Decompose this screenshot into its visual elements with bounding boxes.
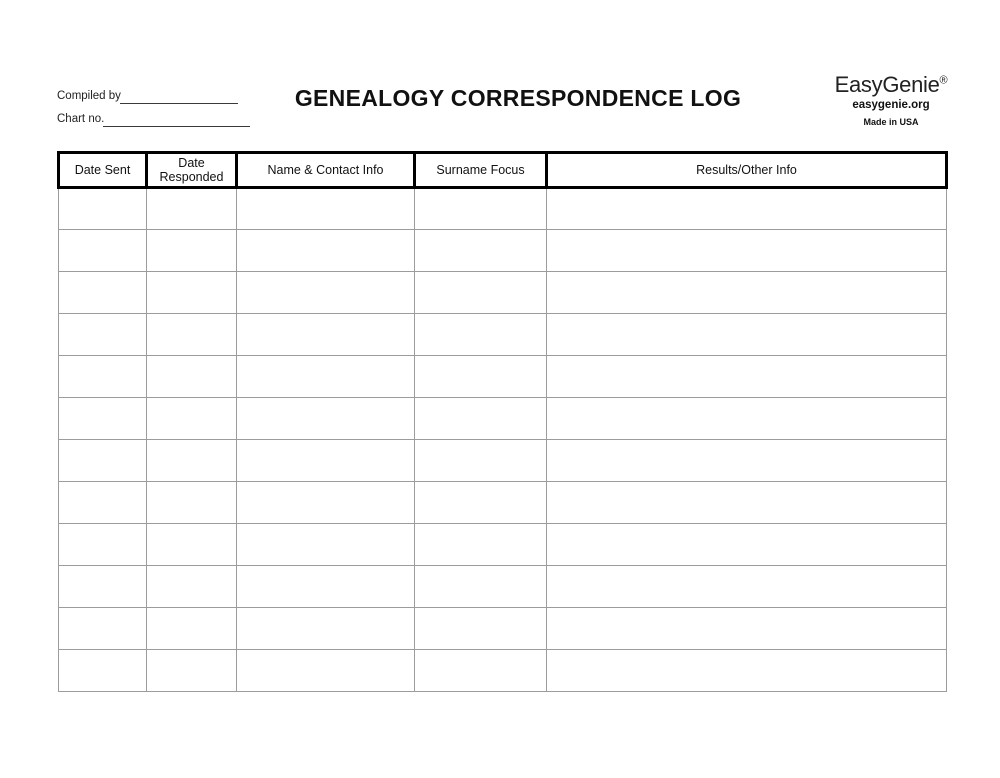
table-cell <box>237 524 415 566</box>
brand-website: easygenie.org <box>852 99 930 111</box>
table-cell <box>415 188 547 230</box>
column-header-surname-focus: Surname Focus <box>415 153 547 188</box>
correspondence-log-table <box>57 151 948 692</box>
table-cell <box>415 230 547 272</box>
table-cell <box>547 566 947 608</box>
table-cell <box>415 566 547 608</box>
log-table-body <box>59 188 947 692</box>
table-cell <box>415 524 547 566</box>
table-row <box>59 608 947 650</box>
table-cell <box>547 650 947 692</box>
table-cell <box>415 272 547 314</box>
log-table-header <box>59 153 947 188</box>
table-cell <box>237 650 415 692</box>
table-cell <box>59 524 147 566</box>
table-cell <box>547 314 947 356</box>
column-header-date-sent: Date Sent <box>59 153 147 188</box>
brand-name: EasyGenie® <box>834 72 948 97</box>
table-row <box>59 524 947 566</box>
registered-trademark-symbol: ® <box>939 74 948 87</box>
table-row <box>59 650 947 692</box>
chart-no-line <box>103 114 250 127</box>
table-cell <box>237 188 415 230</box>
compiled-by-line <box>120 91 238 104</box>
table-cell <box>237 566 415 608</box>
table-cell <box>59 440 147 482</box>
table-cell <box>59 230 147 272</box>
page-title: GENEALOGY CORRESPONDENCE LOG <box>294 85 742 111</box>
table-cell <box>59 272 147 314</box>
table-cell <box>59 482 147 524</box>
header-row <box>59 153 947 188</box>
table-cell <box>415 482 547 524</box>
table-cell <box>415 608 547 650</box>
table-cell <box>547 440 947 482</box>
table-cell <box>147 356 237 398</box>
table-row <box>59 566 947 608</box>
table-cell <box>147 608 237 650</box>
table-cell <box>147 398 237 440</box>
table-cell <box>547 482 947 524</box>
table-cell <box>237 482 415 524</box>
table-cell <box>547 356 947 398</box>
table-cell <box>147 482 237 524</box>
table-cell <box>237 272 415 314</box>
table-cell <box>547 230 947 272</box>
table-cell <box>237 356 415 398</box>
table-cell <box>237 398 415 440</box>
table-cell <box>59 566 147 608</box>
table-row <box>59 482 947 524</box>
brand-block <box>833 72 949 127</box>
table-cell <box>547 188 947 230</box>
table-cell <box>415 440 547 482</box>
table-cell <box>59 398 147 440</box>
table-cell <box>547 608 947 650</box>
table-cell <box>147 566 237 608</box>
table-row <box>59 230 947 272</box>
table-cell <box>59 650 147 692</box>
table-row <box>59 272 947 314</box>
table-cell <box>59 356 147 398</box>
table-cell <box>547 398 947 440</box>
table-cell <box>415 398 547 440</box>
table-row <box>59 188 947 230</box>
table-cell <box>237 608 415 650</box>
table-cell <box>237 314 415 356</box>
table-cell <box>59 188 147 230</box>
table-cell <box>415 650 547 692</box>
brand-origin-label: Made in USA <box>863 117 919 127</box>
table-cell <box>547 272 947 314</box>
column-header-name-contact: Name & Contact Info <box>237 153 415 188</box>
column-header-date-responded: Date Responded <box>147 153 237 188</box>
table-cell <box>147 440 237 482</box>
table-cell <box>59 608 147 650</box>
chart-no-label: Chart no. <box>57 113 105 125</box>
table-cell <box>415 356 547 398</box>
table-cell <box>147 524 237 566</box>
table-cell <box>147 188 237 230</box>
table-cell <box>547 524 947 566</box>
table-cell <box>59 314 147 356</box>
table-cell <box>147 314 237 356</box>
table-cell <box>147 230 237 272</box>
table-row <box>59 440 947 482</box>
table-row <box>59 314 947 356</box>
compiled-by-label: Compiled by <box>57 90 121 102</box>
table-row <box>59 356 947 398</box>
table-cell <box>237 230 415 272</box>
table-row <box>59 398 947 440</box>
table-cell <box>147 272 237 314</box>
table-cell <box>147 650 237 692</box>
table-cell <box>415 314 547 356</box>
column-header-results-other: Results/Other Info <box>547 153 947 188</box>
table-cell <box>237 440 415 482</box>
